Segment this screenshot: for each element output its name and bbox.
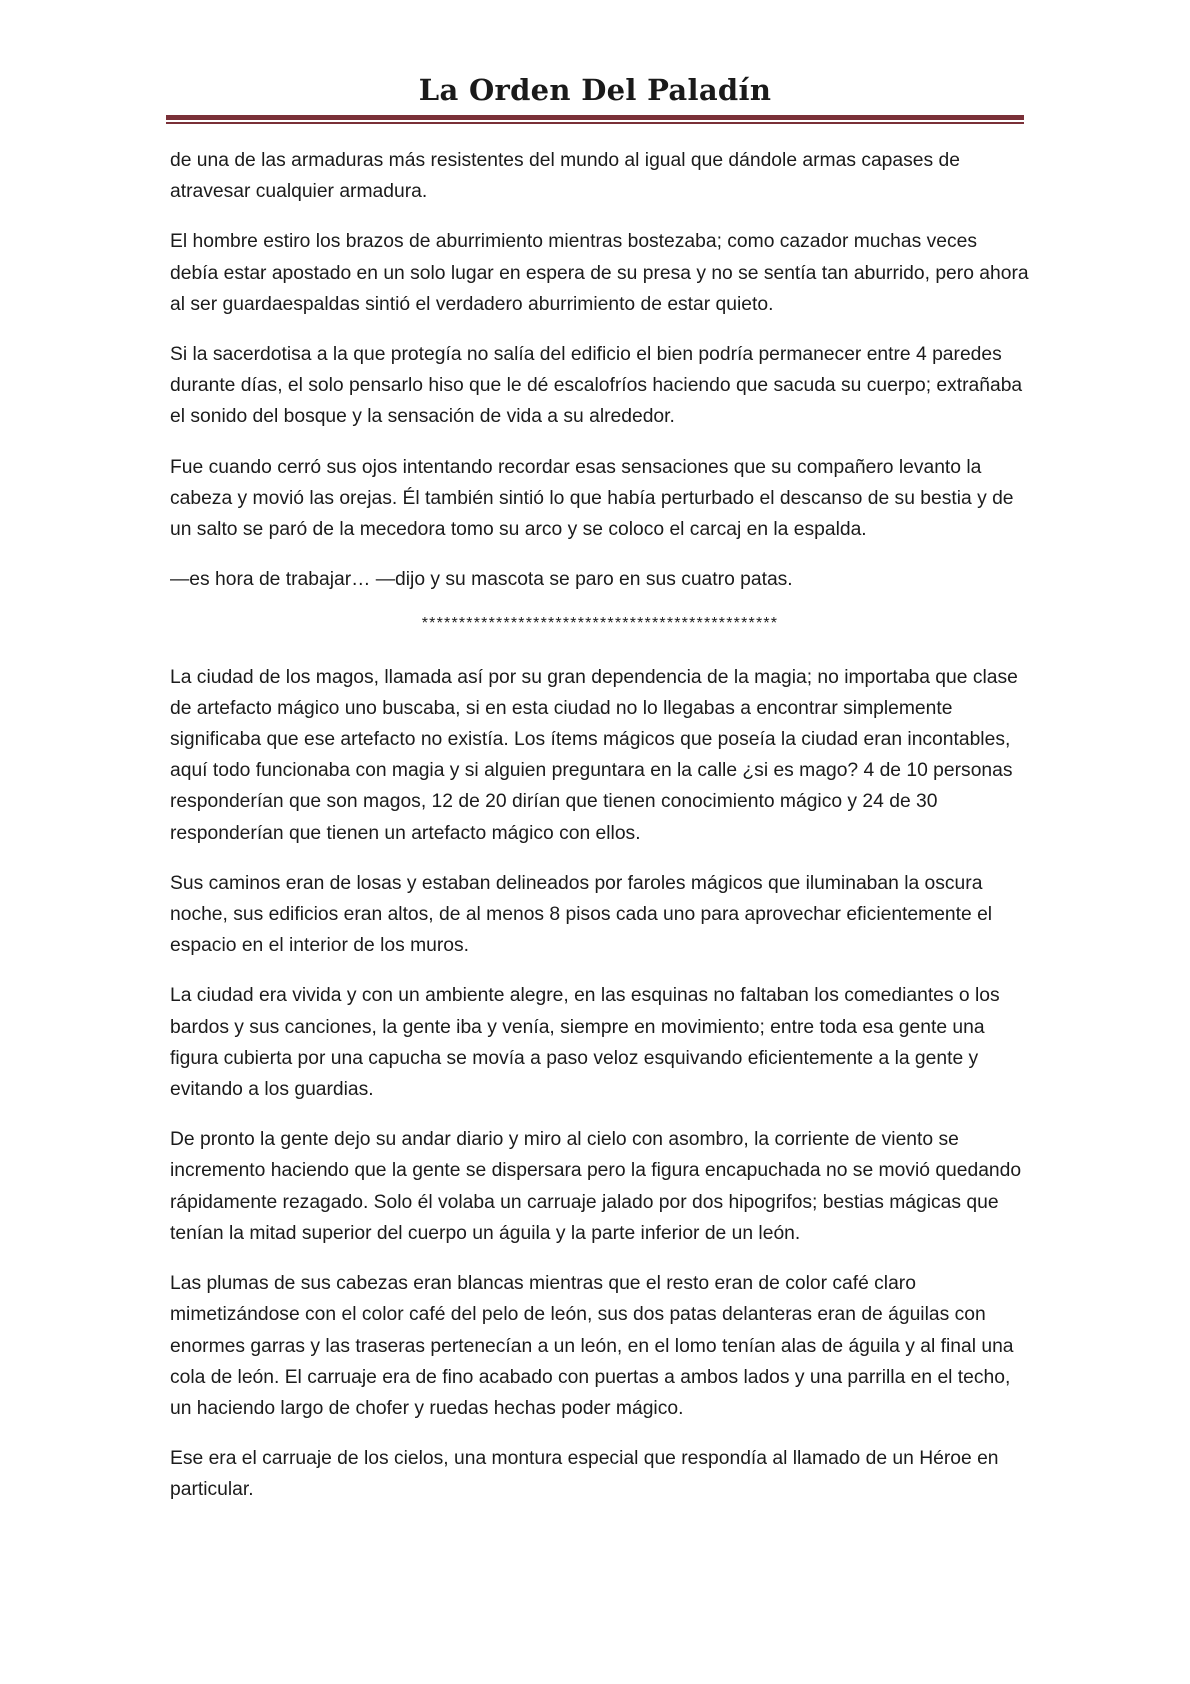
- dialogue-paragraph: —es hora de trabajar… —dijo y su mascota se paro en sus cuatro patas.: [170, 569, 793, 591]
- paragraph: Las plumas de sus cabezas eran blancas mientras que el resto eran de color café claro mimetizándose con el color café del pelo de león, sus dos patas delanteras eran de águilas con enormes garras y las traseras pertenecían a un león, en el lomo tenían alas de águila y al final una cola de león. El carruaje era de fino acabado con puertas a ambos lados y una parrilla en el techo, un haciendo largo de chofer y ruedas hechas poder mágico.: [170, 1273, 1014, 1419]
- header-rule: [166, 115, 1024, 124]
- paragraph: Fue cuando cerró sus ojos intentando recordar esas sensaciones que su compañero levanto la cabeza y movió las orejas. Él también sintió lo que había perturbado el descanso de su bestia y de un salto se paró de la mecedora tomo su arco y se coloco el carcaj en la espalda.: [170, 456, 1014, 541]
- paragraph: Ese era el carruaje de los cielos, una montura especial que respondía al llamado de un Héroe en particular.: [170, 1448, 999, 1501]
- paragraph: Sus caminos eran de losas y estaban delineados por faroles mágicos que iluminaban la oscura noche, sus edificios eran altos, de al menos 8 pisos cada uno para aprovechar eficientemente el espacio en el interior de los muros.: [170, 872, 993, 957]
- paragraph: De pronto la gente dejo su andar diario y miro al cielo con asombro, la corriente de viento se incremento haciendo que la gente se dispersara pero la figura encapuchada no se movió quedando rápidamente rezagado. Solo él volaba un carruaje jalado por dos hipogrifos; bestias mágicas que tenían la mitad superior del cuerpo un águila y la parte inferior de un león.: [170, 1129, 1022, 1244]
- paragraph: La ciudad era vivida y con un ambiente alegre, en las esquinas no faltaban los comediantes o los bardos y sus canciones, la gente iba y venía, siempre en movimiento; entre toda esa gente una figura cubierta por una capucha se movía a paso veloz esquivando eficientemente a la gente y evitando a los guardias.: [170, 985, 1000, 1101]
- header-title: La Orden Del Paladín: [418, 73, 772, 107]
- header-rule-thick: [166, 115, 1024, 120]
- paragraph: La ciudad de los magos, llamada así por su gran dependencia de la magia; no importaba que clase de artefacto mágico uno buscaba, si en esta ciudad no lo llegabas a encontrar simplemente significaba que ese artefacto no existía. Los ítems mágicos que poseía la ciudad eran incontables, aquí todo funcionaba con magia y si alguien preguntara en la calle ¿si es mago? 4 de 10 personas responderían que son magos, 12 de 20 dirían que tienen conocimiento mágico y 24 de 30 responderían que tienen un artefacto mágico con ellos.: [170, 666, 1018, 844]
- page-header: [166, 70, 1024, 124]
- paragraph: Si la sacerdotisa a la que protegía no salía del edificio el bien podría permanecer entre 4 paredes durante días, el solo pensarlo hiso que le dé escalofríos haciendo que sacuda su cuerpo; extrañaba el sonido del bosque y la sensación de vida a su alrededor.: [170, 344, 1023, 428]
- paragraph: El hombre estiro los brazos de aburrimiento mientras bostezaba; como cazador muchas veces debía estar apostado en un solo lugar en espera de su presa y no se sentía tan aburrido, pero ahora al ser guardaespaldas sintió el verdadero aburrimiento de estar quieto.: [170, 231, 1029, 315]
- body-text: [170, 145, 1030, 1525]
- paragraph: de una de las armaduras más resistentes del mundo al igual que dándole armas capases de atravesar cualquier armadura.: [170, 150, 960, 203]
- header-rule-thin: [166, 122, 1024, 124]
- scene-separator: ************************************************: [421, 615, 779, 633]
